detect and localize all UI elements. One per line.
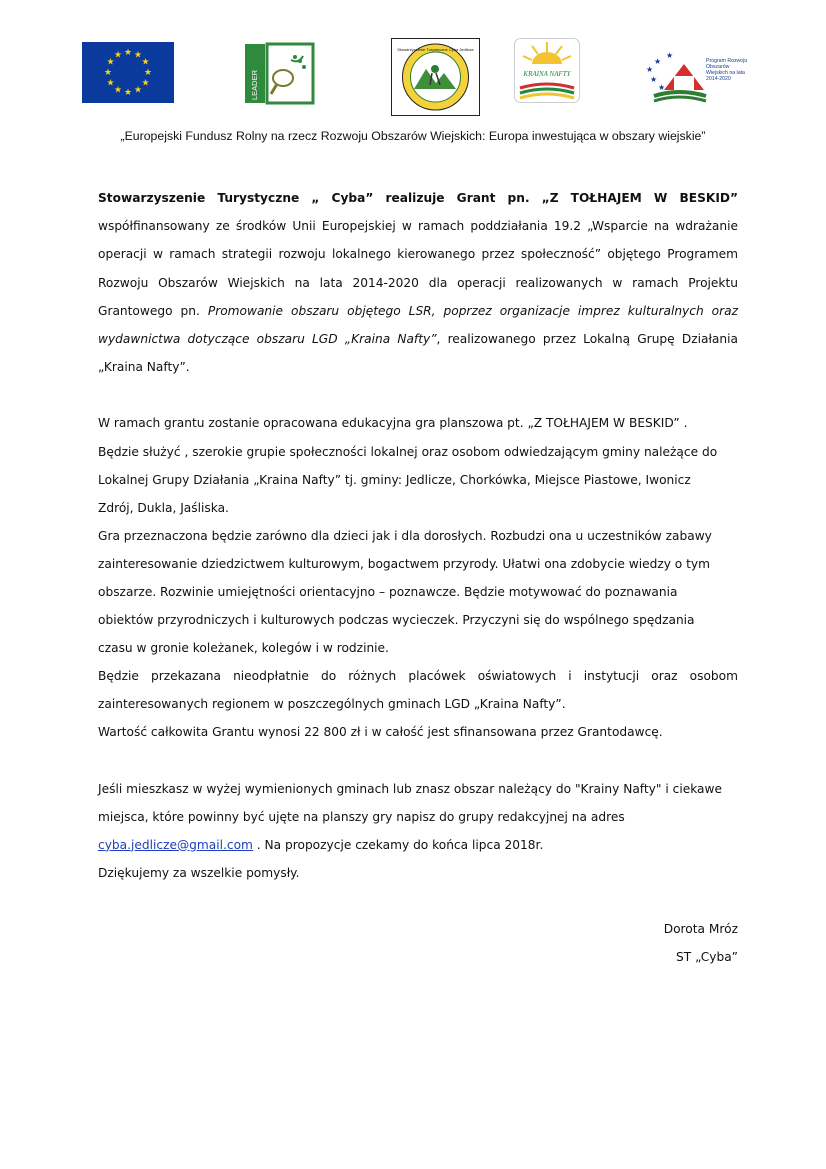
call-line: miejsca, które powinny być ujęte na planszy gry napisz do grupy redakcyjnej na adres	[98, 809, 625, 824]
svg-text:★: ★	[133, 85, 143, 96]
svg-text:★: ★	[106, 57, 115, 68]
svg-text:★: ★	[650, 75, 658, 84]
intro-text-2: , realizowanego przez Lokalną Grupę Działania „Kraina Nafty”.	[98, 332, 738, 375]
svg-text:★: ★	[141, 78, 150, 89]
cyba-logo-text: Stowarzyszenie Turystyczne Cyba Jedlicze	[397, 47, 474, 52]
intro-paragraph	[98, 184, 738, 381]
game-line: obiektów przyrodniczych i kulturowych podczas wycieczek. Przyczyni się do wspólnego spędzania	[98, 613, 695, 628]
call-line-tail: . Na propozycje czekamy do końca lipca 2018r.	[252, 837, 544, 852]
svg-text:★: ★	[646, 65, 654, 74]
svg-text:★: ★	[133, 50, 143, 61]
intro-italic: Promowanie obszaru objętego LSR, poprzez organizacje imprez kulturalnych oraz wydawnictwa dotyczące obszaru LGD „Kraina Nafty”	[98, 303, 739, 347]
email-link[interactable]: cyba.jedlicze@gmail.com	[98, 837, 253, 852]
game-line: czasu w gronie koleżanek, kolegów i w rodzinie.	[98, 641, 389, 656]
leader-logo-text: LEADER	[250, 69, 259, 100]
svg-text:★: ★	[113, 85, 123, 96]
game-description	[98, 409, 738, 746]
intro-text-1: współfinansowany ze środków Unii Europejskiej w ramach poddziałania 19.2 „Wsparcie na wdrażanie operacji w ramach strategii rozwoju lokalnego kierowanego przez społeczność” objętego Programem Rozwoju Obszarów Wiejskich na lata 2014-2020 dla operacji realizowanych w ramach Projektu Grantowego pn.	[98, 219, 738, 318]
logos-header	[0, 0, 826, 125]
leader-logo	[243, 42, 315, 105]
svg-text:★: ★	[141, 57, 150, 68]
svg-text:★: ★	[666, 51, 674, 60]
svg-text:★: ★	[113, 50, 123, 61]
signature-name: Dorota Mróz	[663, 921, 738, 936]
game-line: Wartość całkowita Grantu wynosi 22 800 zł i w całość jest sfinansowana przez Grantodawcę.	[98, 725, 663, 740]
game-line: Zdrój, Dukla, Jaśliska.	[98, 500, 229, 515]
motto: „Europejski Fundusz Rolny na rzecz Rozwoju Obszarów Wiejskich: Europa inwestująca w obszary wiejskie”	[120, 129, 706, 143]
game-line: Będzie przekazana nieodpłatnie do różnych placówek oświatowych i instytucji oraz osobom zainteresowanych regionem w poszczególnych gminach LGD „Kraina Nafty”.	[98, 669, 738, 712]
game-line: obszarze. Rozwinie umiejętności orientacyjno – poznawcze. Będzie motywować do poznawania	[98, 584, 678, 599]
game-line: Będzie służyć , szerokie grupie społeczności lokalnej oraz osobom odwiedzającym gminy należące do	[98, 444, 718, 459]
call-line: Dziękujemy za wszelkie pomysły.	[98, 865, 300, 880]
kraina-nafty-logo-text: KRAINA NAFTY	[523, 70, 571, 78]
cyba-logo	[391, 38, 480, 116]
prow-logo	[644, 44, 750, 104]
svg-text:★: ★	[106, 78, 115, 89]
game-line: W ramach grantu zostanie opracowana edukacyjna gra planszowa pt. „Z TOŁHAJEM W BESKID” .	[98, 416, 688, 431]
svg-text:★: ★	[123, 88, 133, 98]
svg-text:★: ★	[658, 83, 666, 92]
letter-body	[98, 184, 738, 971]
game-line: Lokalnej Grupy Działania „Kraina Nafty” tj. gminy: Jedlicze, Chorkówka, Miejsce Piastowe, Iwonicz	[98, 472, 691, 487]
svg-text:★: ★	[103, 68, 113, 78]
call-line	[98, 831, 738, 859]
svg-text:★: ★	[143, 68, 153, 78]
call-for-ideas	[98, 775, 738, 887]
call-line: Jeśli mieszkasz w wyżej wymienionych gminach lub znasz obszar należący do "Krainy Nafty" i ciekawe	[98, 781, 722, 796]
game-line: zainteresowanie dziedzictwem kulturowym, bogactwem przyrody. Ułatwi ona zdobycie wiedzy o tym	[98, 556, 710, 571]
kraina-nafty-logo	[514, 38, 580, 103]
game-line: Gra przeznaczona będzie zarówno dla dzieci jak i dla dorosłych. Rozbudzi ona u uczestników zabawy	[98, 528, 712, 543]
svg-text:★: ★	[654, 57, 662, 66]
signature	[98, 915, 738, 971]
eu-flag-logo	[82, 42, 174, 103]
prow-logo-text: Program Rozwoju Obszarów Wiejskich na lata 2014-2020	[706, 58, 748, 82]
svg-text:★: ★	[123, 48, 133, 58]
signature-org: ST „Cyba”	[676, 949, 738, 964]
intro-bold: Stowarzyszenie Turystyczne „ Cyba” realizuje Grant pn. „Z TOŁHAJEM W BESKID”	[98, 191, 738, 205]
